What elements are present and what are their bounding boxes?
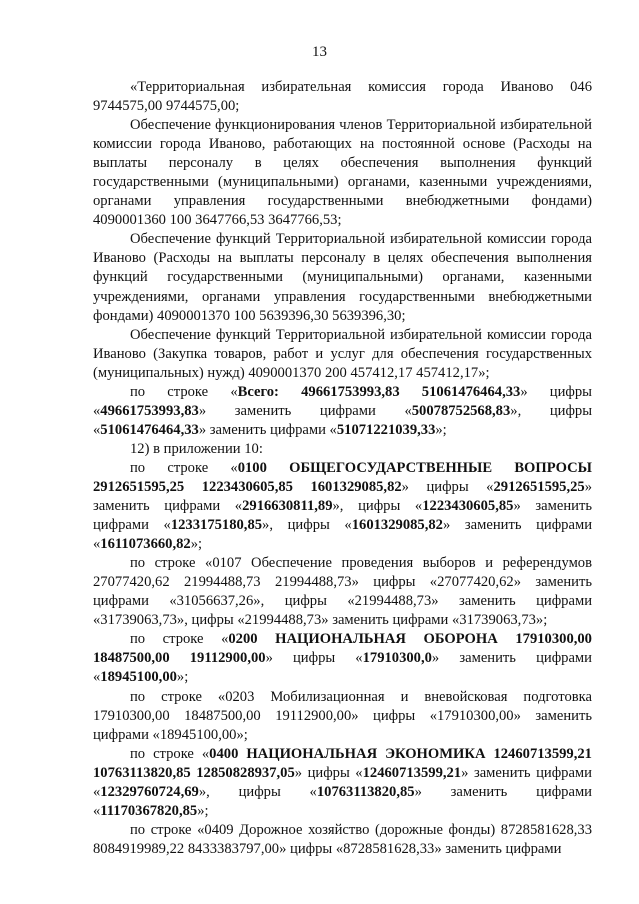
bold-text-run: 50078752568,83 <box>411 402 511 419</box>
bold-text-run: 1233175180,85 <box>170 517 263 534</box>
bold-text-run: 1601329085,82 <box>351 517 443 534</box>
bold-text-run: 2912651595,25 <box>493 478 585 495</box>
text-run: «Территориальная избирательная комиссия города Иваново 046 9744575,00 9744575,00; <box>93 79 592 115</box>
text-run: »; <box>190 536 203 553</box>
bold-text-run: 12460713599,21 <box>362 764 462 781</box>
bold-text-run: 10763113820,85 <box>316 783 415 800</box>
text-run: », цифры « <box>93 402 592 438</box>
page-number: 13 <box>312 44 327 60</box>
text-run: », цифры « <box>198 783 317 800</box>
text-run: » цифры « <box>93 383 592 419</box>
bold-text-run: 0200 НАЦИОНАЛЬНАЯ ОБОРОНА 17910300,00 18487500,00 19112900,00 <box>93 631 592 667</box>
text-run: Обеспечение функций Территориальной избирательной комиссии города Иваново (Расходы на выплаты персоналу в целях обеспечения выполнения функций государственными (муниципальными) органами, казенными учреждениями, органами управления государственными внебюджетными фондами) 4090001370 100 5639396,30 5639396,30; <box>93 231 592 324</box>
text-run: » заменить цифрами « <box>93 517 593 553</box>
paragraph <box>93 554 592 630</box>
bold-text-run: 2916630811,89 <box>242 498 333 515</box>
paragraph <box>93 326 592 383</box>
text-run: », цифры « <box>332 498 423 515</box>
paragraph <box>93 630 592 687</box>
bold-text-run: 0400 НАЦИОНАЛЬНАЯ ЭКОНОМИКА 12460713599,21 10763113820,85 12850828937,05 <box>93 745 592 781</box>
text-run: » заменить цифрами « <box>198 402 412 419</box>
bold-text-run: Всего: 49661753993,83 51061476464,33 <box>237 383 521 400</box>
text-run: »; <box>176 669 189 686</box>
bold-text-run: 18945100,00 <box>100 669 177 686</box>
bold-text-run: 51061476464,33 <box>100 421 199 438</box>
text-run: » заменить цифрами « <box>93 783 592 819</box>
text-run: по строке « <box>130 631 229 648</box>
text-run: по строке « <box>130 745 210 762</box>
text-run: по строке «0203 Мобилизационная и вневойсковая подготовка 17910300,00 18487500,00 19112900,00» цифры «17910300,00» заменить цифрами «18945100,00»; <box>93 688 592 743</box>
text-run: » заменить цифрами « <box>198 421 337 438</box>
text-run: » цифры « <box>265 650 363 667</box>
bold-text-run: 12329760724,69 <box>100 783 199 800</box>
text-run: » заменить цифрами « <box>93 478 592 515</box>
text-run: Обеспечение функционирования членов Территориальной избирательной комиссии города Иваново, работающих на постоянной основе (Расходы на выплаты персоналу в целях обеспечения выполнения функций государственными (муниципальными) органами, казенными учреждениями, органами управления государственными внебюджетными фондами) 4090001360 100 3647766,53 3647766,53; <box>93 117 592 229</box>
paragraph <box>93 78 592 116</box>
text-run: по строке « <box>130 459 238 476</box>
bold-text-run: 17910300,0 <box>362 650 432 667</box>
text-run: » цифры « <box>401 478 494 495</box>
paragraph <box>93 230 592 325</box>
bold-text-run: 11170367820,85 <box>100 802 198 819</box>
bold-text-run: 51071221039,33 <box>336 421 436 438</box>
text-run: по строке «0409 Дорожное хозяйство (дорожные фонды) 8728581628,33 8084919989,22 8433383797,00» цифры «8728581628,33» заменить цифрами <box>93 821 592 857</box>
paragraph <box>93 116 592 230</box>
paragraph <box>93 821 592 859</box>
text-run: » заменить цифрами « <box>93 764 592 800</box>
bold-text-run: 1223430605,85 <box>422 498 514 515</box>
document-body <box>93 78 592 859</box>
text-run: »; <box>435 421 447 438</box>
paragraph <box>93 383 592 440</box>
text-run: по строке «0107 Обеспечение проведения выборов и референдумов 27077420,62 21994488,73 21994488,73» цифры «27077420,62» заменить цифрами «31056637,26», цифры «21994488,73» заменить цифрами «31739063,73», цифры «21994488,73» заменить цифрами «31739063,73»; <box>93 555 592 629</box>
text-run: » заменить цифрами « <box>93 498 592 534</box>
text-run: », цифры « <box>262 517 352 534</box>
text-run: Обеспечение функций Территориальной избирательной комиссии города Иваново (Закупка товаров, работ и услуг для обеспечения государственных (муниципальных) нужд) 4090001370 200 457412,17 457412,17»; <box>93 326 592 381</box>
text-run: по строке « <box>130 383 238 400</box>
text-run: » цифры « <box>294 764 363 781</box>
paragraph <box>93 745 592 821</box>
bold-text-run: 49661753993,83 <box>100 402 199 419</box>
bold-text-run: 0100 ОБЩЕГОСУДАРСТВЕННЫЕ ВОПРОСЫ 2912651595,25 1223430605,85 1601329085,82 <box>93 459 592 495</box>
paragraph <box>93 440 592 459</box>
paragraph <box>93 459 592 554</box>
paragraph <box>93 688 592 745</box>
text-run: » заменить цифрами « <box>93 650 592 686</box>
text-run: 12) в приложении 10: <box>130 440 263 457</box>
bold-text-run: 1611073660,82 <box>100 536 191 553</box>
text-run: »; <box>197 802 209 819</box>
